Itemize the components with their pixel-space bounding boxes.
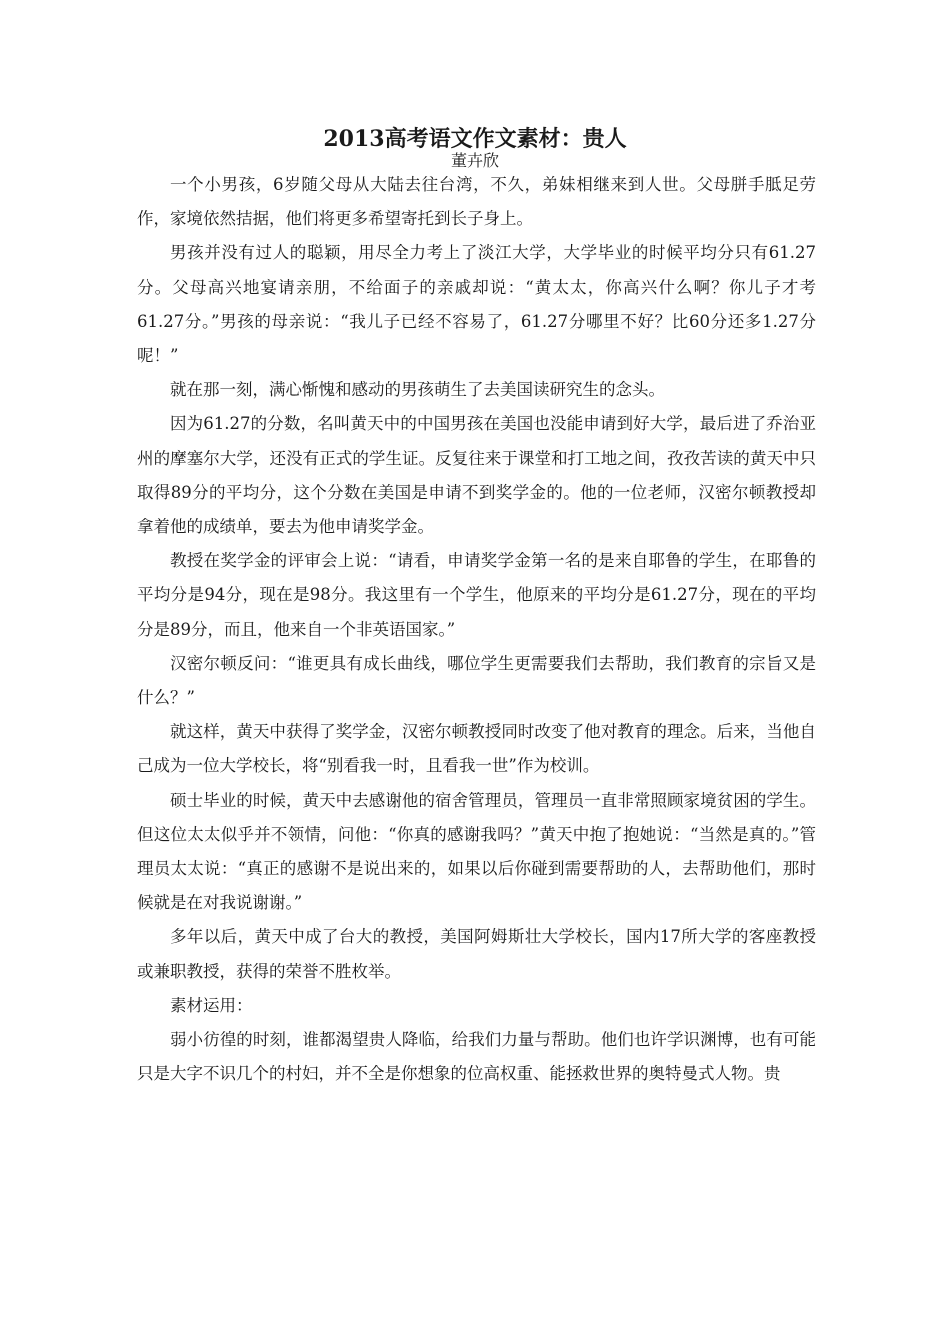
paragraph: 汉密尔顿反问：“谁更具有成长曲线，哪位学生更需要我们去帮助，我们教育的宗旨又是什么？” [137,653,816,708]
paragraph: 男孩并没有过人的聪颖，用尽全力考上了淡江大学，大学毕业的时候平均分只有61.27分。父母高兴地宴请亲朋，不给面子的亲戚却说：“黄太太，你高兴什么啊？你儿子才考61.27分。”男孩的母亲说：“我儿子已经不容易了，61.27分哪里不好？比60分还多1.27分呢！” [137,243,816,366]
paragraph: 硕士毕业的时候，黄天中去感谢他的宿舍管理员，管理员一直非常照顾家境贫困的学生。但这位太太似乎并不领情，问他：“你真的感谢我吗？”黄天中抱了抱她说：“当然是真的。”管理员太太说：“真正的感谢不是说出来的，如果以后你碰到需要帮助的人，去帮助他们，那时候就是在对我说谢谢。” [137,790,816,913]
document-title: 2013高考语文作文素材：贵人 [323,126,627,152]
document-body [137,168,816,1091]
paragraph: 就这样，黄天中获得了奖学金，汉密尔顿教授同时改变了他对教育的理念。后来，当他自己成为一位大学校长，将“别看我一时，且看我一世”作为校训。 [137,722,816,776]
paragraph: 一个小男孩，6岁随父母从大陆去往台湾，不久，弟妹相继来到人世。父母胼手胝足劳作，家境依然拮据，他们将更多希望寄托到长子身上。 [137,175,816,229]
paragraph: 多年以后，黄天中成了台大的教授，美国阿姆斯壮大学校长，国内17所大学的客座教授或兼职教授，获得的荣誉不胜枚举。 [137,927,816,981]
paragraph: 就在那一刻，满心惭愧和感动的男孩萌生了去美国读研究生的念头。 [170,380,665,400]
paragraph: 弱小彷徨的时刻，谁都渴望贵人降临，给我们力量与帮助。他们也许学识渊博，也有可能只是大字不识几个的村妇，并不全是你想象的位高权重、能拯救世界的奥特曼式人物。贵 [137,1030,816,1084]
paragraph: 因为61.27的分数，名叫黄天中的中国男孩在美国也没能申请到好大学，最后进了乔治亚州的摩塞尔大学，还没有正式的学生证。反复往来于课堂和打工地之间，孜孜苦读的黄天中只取得89分的平均分，这个分数在美国是申请不到奖学金的。他的一位老师，汉密尔顿教授却拿着他的成绩单，要去为他申请奖学金。 [137,414,816,537]
section-label: 素材运用： [170,995,253,1015]
document-author: 董卉欣 [450,151,499,170]
paragraph: 教授在奖学金的评审会上说：“请看，申请奖学金第一名的是来自耶鲁的学生，在耶鲁的平均分是94分，现在是98分。我这里有一个学生，他原来的平均分是61.27分，现在的平均分是89分，而且，他来自一个非英语国家。” [137,551,816,639]
